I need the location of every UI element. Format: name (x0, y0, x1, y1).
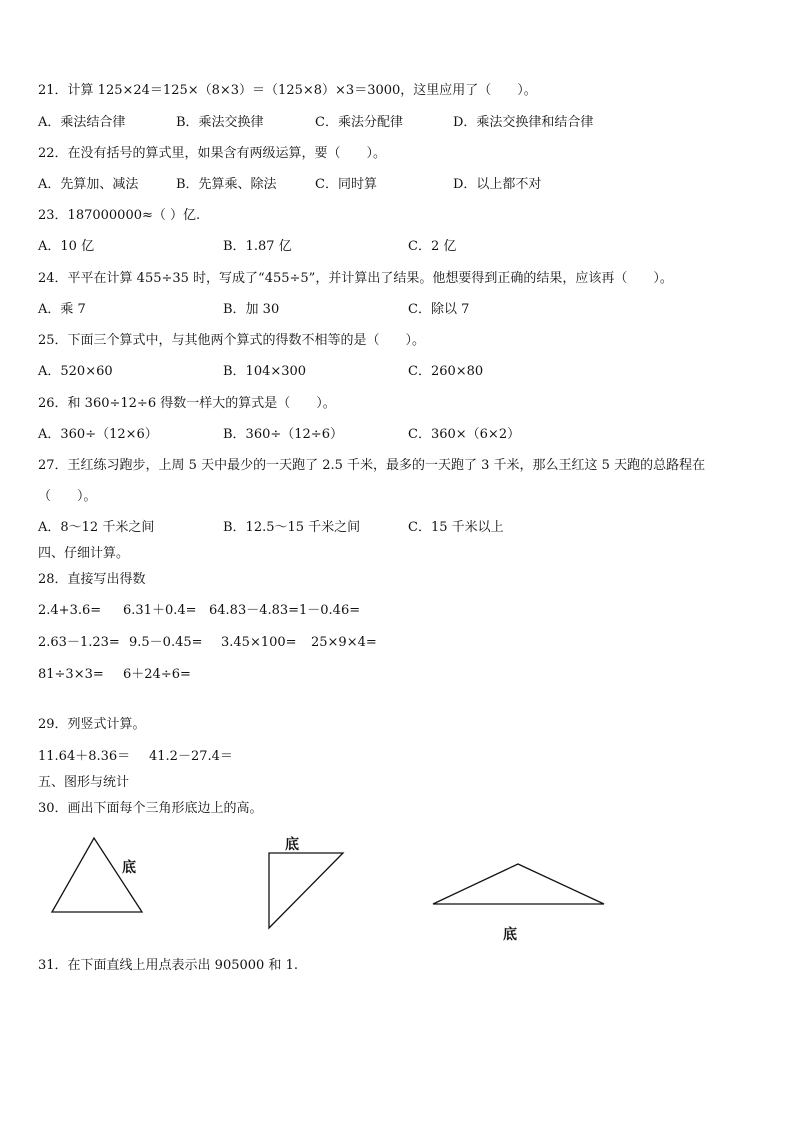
q23-option-c[interactable]: C．2 亿 (408, 239, 457, 254)
q28-calc: 64.83－4.83= (209, 603, 300, 618)
q29-stem: 29．列竖式计算。 (38, 717, 146, 732)
q22-option-a[interactable]: A．先算加、减法 (38, 177, 139, 192)
q27-stem: 27．王红练习跑步，上周 5 天中最少的一天跑了 2.5 千米，最多的一天跑了 3 千米，那么王红这 5 天跑的总路程在 (38, 458, 706, 473)
q21-option-b[interactable]: B．乘法交换律 (176, 115, 264, 130)
q24-stem: 24．平平在计算 455÷35 时，写成了“455÷5”，并计算出了结果。他想要得到正确的结果，应该再（ ）。 (38, 271, 673, 286)
q25-stem: 25．下面三个算式中，与其他两个算式的得数不相等的是（ ）。 (38, 333, 426, 348)
q23-option-a[interactable]: A．10 亿 (38, 239, 95, 254)
q27-options (38, 520, 778, 536)
triangle-3-base-label: 底 (503, 927, 517, 943)
q26-option-a[interactable]: A．360÷（12×6） (38, 427, 158, 442)
q27-option-c[interactable]: C．15 千米以上 (408, 520, 504, 535)
q26-option-b[interactable]: B．360÷（12÷6） (223, 427, 343, 442)
q28-stem: 28．直接写出得数 (38, 572, 146, 587)
triangle-2-base-label: 底 (285, 837, 299, 853)
q26-option-c[interactable]: C．360×（6×2） (408, 427, 521, 442)
q25-option-a[interactable]: A．520×60 (38, 364, 113, 379)
q23-options (38, 239, 778, 255)
q23-stem: 23．187000000≈（ ）亿. (38, 208, 201, 223)
q27-option-b[interactable]: B．12.5～15 千米之间 (223, 520, 361, 535)
q28-row-1 (38, 603, 778, 619)
q28-row-2 (38, 635, 778, 651)
q21-stem: 21．计算 125×24＝125×（8×3）＝（125×8）×3＝3000，这里应用了（ ）。 (38, 83, 537, 98)
q28-calc: 1－0.46= (299, 603, 361, 618)
q25-options (38, 364, 778, 380)
q28-calc: 6.31＋0.4= (123, 603, 197, 618)
q28-calc: 25×9×4= (311, 635, 377, 650)
q21-option-c[interactable]: C．乘法分配律 (315, 115, 403, 130)
q28-calc: 3.45×100= (221, 635, 297, 650)
q25-option-b[interactable]: B．104×300 (223, 364, 307, 379)
q22-option-c[interactable]: C．同时算 (315, 177, 377, 192)
q25-option-c[interactable]: C．260×80 (408, 364, 484, 379)
q24-option-c[interactable]: C．除以 7 (408, 302, 470, 317)
q27-option-a[interactable]: A．8～12 千米之间 (38, 520, 155, 535)
q23-option-b[interactable]: B．1.87 亿 (223, 239, 292, 254)
triangle-1-base-label: 底 (122, 860, 136, 876)
q28-calc: 6＋24÷6= (123, 667, 191, 682)
q21-options (38, 115, 778, 131)
q22-option-d[interactable]: D．以上都不对 (453, 177, 542, 192)
q29-items (38, 749, 778, 765)
q29-item: 11.64＋8.36＝ (38, 749, 131, 764)
q29-item: 41.2－27.4＝ (149, 749, 233, 764)
q31-stem: 31．在下面直线上用点表示出 905000 和 1. (38, 958, 298, 973)
q28-row-3 (38, 667, 778, 683)
q22-option-b[interactable]: B．先算乘、除法 (176, 177, 277, 192)
q30-stem: 30．画出下面每个三角形底边上的高。 (38, 801, 263, 816)
q24-option-b[interactable]: B．加 30 (223, 302, 280, 317)
q26-options (38, 427, 778, 443)
q26-stem: 26．和 360÷12÷6 得数一样大的算式是（ ）。 (38, 396, 336, 411)
q24-option-a[interactable]: A．乘 7 (38, 302, 86, 317)
q21-option-d[interactable]: D．乘法交换律和结合律 (453, 115, 594, 130)
q21-option-a[interactable]: A．乘法结合律 (38, 115, 126, 130)
q27-stem-continued: （ ）。 (38, 489, 97, 504)
section-5-heading: 五、图形与统计 (38, 775, 130, 790)
triangle-2 (266, 850, 346, 932)
q28-calc: 81÷3×3= (38, 667, 104, 682)
q28-calc: 9.5－0.45= (129, 635, 203, 650)
q22-options (38, 177, 778, 193)
section-4-heading: 四、仔细计算。 (38, 546, 130, 561)
q22-stem: 22．在没有括号的算式里，如果含有两级运算，要（ ）。 (38, 146, 387, 161)
q28-calc: 2.4+3.6= (38, 603, 102, 618)
q28-calc: 2.63－1.23= (38, 635, 120, 650)
q24-options (38, 302, 778, 318)
triangle-3 (430, 860, 608, 908)
